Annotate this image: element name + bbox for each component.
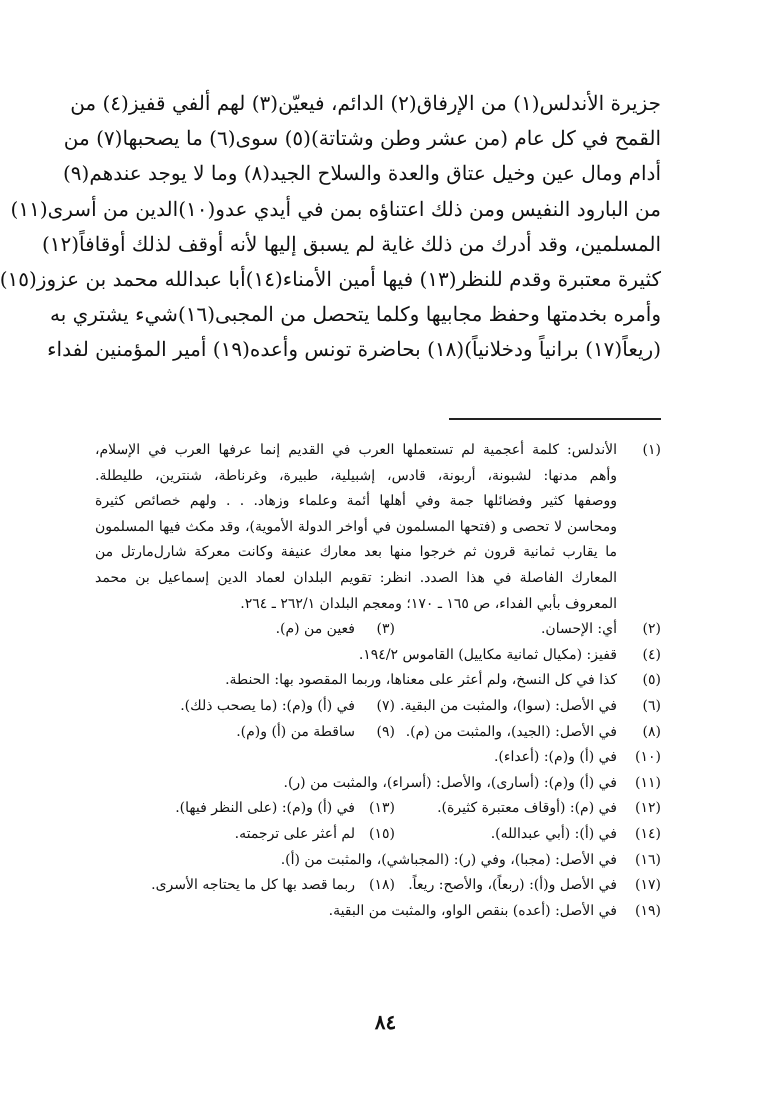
main-text-line: جزيرة الأندلس(١) من الإرفاق(٢) الدائم، فيعيّن(٣) لهم ألفي قفيز(٤) من: [70, 91, 661, 115]
footnote-number: (١١): [635, 774, 661, 791]
footnote-number: (١٩): [635, 902, 661, 919]
footnote-4: [95, 643, 661, 669]
footnote-1-continued: [95, 592, 661, 618]
footnote-6-7: [95, 694, 661, 720]
footnote-1: [95, 438, 661, 464]
footnote-number: (٩): [376, 723, 395, 740]
main-text-line: (ريعاً(١٧) برانياً ودخلانياً)(١٨) بحاضرة تونس وأعده(١٩) أمير المؤمنين لفداء: [47, 337, 661, 362]
main-text-block: [0, 86, 661, 368]
footnote-12-13: [95, 796, 661, 822]
footnote-5: [95, 668, 661, 694]
page-number: ٨٤: [374, 1010, 397, 1034]
footnote-text: في الأصل: (مجبا)، وفي (ر): (المجباشي)، والمثبت من (أ).: [280, 851, 617, 868]
footnote-text: الأندلس: كلمة أعجمية لم تستعملها العرب في القديم إنما عرفها العرب في الإسلام،: [95, 442, 617, 458]
footnote-14-15: [95, 822, 661, 848]
footnote-text: المعارك الفاصلة في هذا الصدد. انظر: تقويم البلدان لعماد الدين إسماعيل بن محمد: [95, 569, 617, 586]
footnote-text: في الأصل و(أ): (ربعاً)، والأصح: ريعاً.: [408, 877, 617, 894]
footnote-text: المعروف بأبي الفداء، ص ١٦٥ ـ ١٧٠؛ ومعجم البلدان ٢٦٢/١ ـ ٢٦٤.: [240, 595, 617, 612]
footnote-number: (١٢): [635, 800, 661, 817]
footnote-8-9: [95, 720, 661, 746]
main-text-line: المسلمين، وقد أدرك من ذلك غاية لم يسبق إليها لأنه أوقف لذلك أوقافاً(١٢): [41, 231, 661, 256]
footnote-number: (٨): [642, 723, 661, 740]
footnote-number: (٥): [642, 672, 661, 689]
footnote-text: أي: الإحسان.: [540, 621, 617, 638]
main-text-line: أدام ومال عين وخيل عتاق والعدة والسلاح الجيد(٨) وما لا يوجد عندهم(٩): [62, 161, 661, 186]
footnote-text: ربما قصد بها كل ما يحتاجه الأسرى.: [151, 877, 355, 894]
footnote-text: في الأصل: (الجيد)، والمثبت من (م).: [405, 723, 617, 740]
footnote-number: (٤): [642, 646, 661, 663]
footnote-text: في الأصل: (أعده) بنقص الواو، والمثبت من البقية.: [328, 902, 617, 919]
footnote-number: (٢): [642, 621, 661, 638]
footnote-text: وأهم مدنها: لشبونة، أربونة، قادس، إشبيلية، طبيرة، وغرناطة، شنترين، طليطلة.: [95, 467, 617, 484]
main-text-line: القمح في كل عام (من عشر وطن وشتاتة)(٥) سوى(٦) ما يصحبها(٧) من: [63, 126, 661, 151]
footnote-text: كذا في كل النسخ، ولم أعثر على معناها، وربما المقصود بها: الحنطة.: [225, 672, 617, 689]
footnote-text: لم أعثر على ترجمته.: [234, 825, 355, 842]
footnote-number: (٦): [642, 697, 661, 714]
footnote-number: (٣): [376, 621, 395, 638]
footnote-text: في (أ) و(م): (أعداء).: [493, 749, 617, 766]
footnote-number: (١٦): [635, 851, 661, 868]
footnote-text: ساقطة من (أ) و(م).: [236, 723, 355, 740]
footnote-text: ومحاسن لا تحصى و (فتحها المسلمون في أواخر الدولة الأموية)، وقد مكث فيها المسلمون: [95, 518, 617, 535]
footnote-1-continued: [95, 489, 661, 515]
footnote-1-continued: [95, 566, 661, 592]
footnotes-block: [95, 438, 661, 924]
footnote-19: [95, 899, 661, 925]
footnote-text: في (أ) و(م): (أسارى)، والأصل: (أسراء)، والمثبت من (ر).: [283, 774, 617, 791]
footnote-number: (٧): [376, 697, 395, 714]
main-text-line: وأمره بخدمتها وحفظ مجابيها وكلما يتحصل من المجبى(١٦)شيء يشتري به: [49, 302, 661, 327]
footnote-number: (١): [642, 442, 661, 458]
footnote-1-continued: [95, 515, 661, 541]
main-text-line: كثيرة معتبرة وقدم للنظر(١٣) فيها أمين الأمناء(١٤)أبا عبدالله محمد بن عزوز(١٥): [0, 266, 661, 291]
footnote-text: في (أ): (أبي عبدالله).: [490, 825, 617, 842]
footnote-text: ووصفها كثير وفضائلها جمة وفي أهلها أئمة وعلماء وزهاد. . . ولهم خصائص كثيرة: [95, 493, 617, 510]
footnote-text: فعين من (م).: [275, 621, 355, 638]
footnote-text: في (أ) و(م): (على النظر فيها).: [175, 800, 355, 817]
footnote-11: [95, 771, 661, 797]
footnote-10: [95, 745, 661, 771]
footnote-2-3: [95, 617, 661, 643]
footnote-number: (١٥): [369, 825, 395, 842]
main-text-line: من البارود النفيس ومن ذلك اعتناؤه بمن في أيدي عدو(١٠)الدين من أسرى(١١): [10, 196, 661, 221]
footnote-17-18: [95, 873, 661, 899]
footnote-number: (١٨): [369, 877, 395, 894]
footnote-text: في (م): (أوقاف معتبرة كثيرة).: [437, 800, 617, 817]
footnote-number: (١٧): [635, 877, 661, 894]
footnote-text: قفيز: (مكيال ثمانية مكاييل) القاموس ١٩٤/٢.: [358, 646, 617, 663]
footnote-1-continued: [95, 464, 661, 490]
footnote-number: (١٣): [369, 800, 395, 817]
footnote-number: (١٤): [635, 825, 661, 842]
footnote-number: (١٠): [635, 749, 661, 766]
footnote-1-continued: [95, 540, 661, 566]
footnote-16: [95, 848, 661, 874]
footnote-text: في (أ) و(م): (ما يصحب ذلك).: [180, 697, 355, 714]
footnote-text: ما يقارب ثمانية قرون ثم خرجوا منها بعد معارك عنيفة وكانت معركة شارل‌مارتل من: [95, 544, 617, 561]
footnote-separator: [449, 418, 661, 420]
footnote-text: في الأصل: (سوا)، والمثبت من البقية.: [400, 697, 617, 714]
